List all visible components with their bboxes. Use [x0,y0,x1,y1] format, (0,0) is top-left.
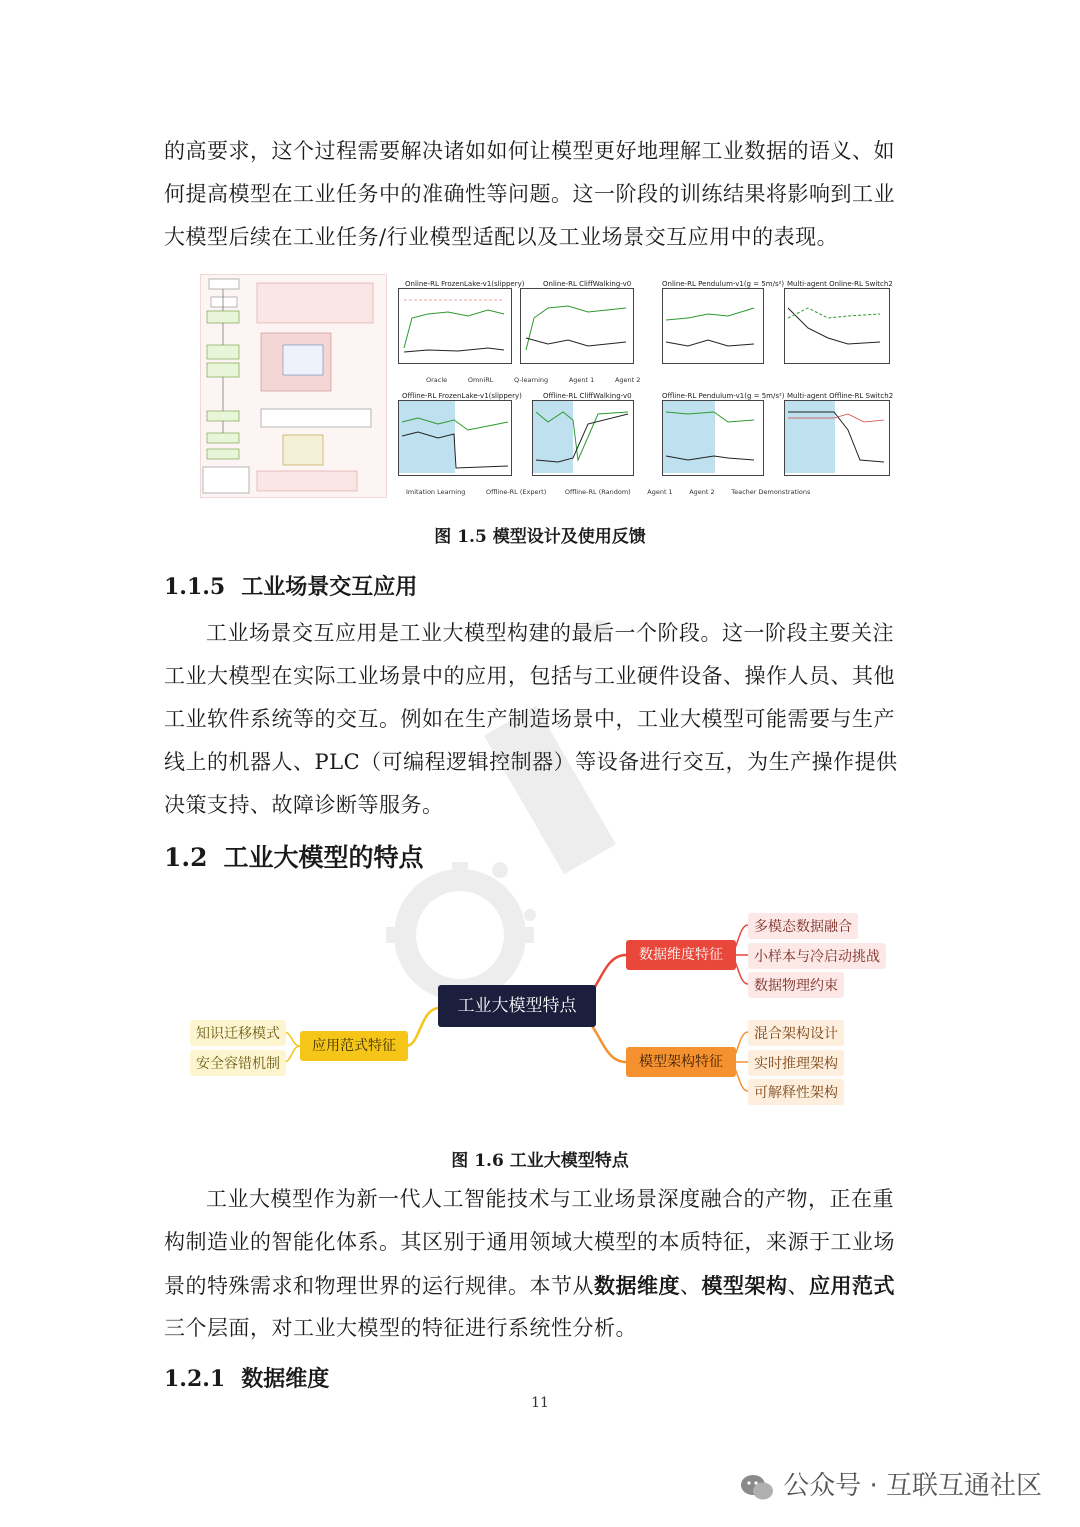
mindmap-leaf-explainable: 可解释性架构 [748,1079,844,1105]
plot-title-offline-pendulum: Offline-RL Pendulum-v1(g = 5m/s²) [662,392,785,400]
legend-offline-expert: Offline-RL (Expert) [486,488,547,496]
section-1-2-number: 1.2 [164,843,208,872]
s12-line-3-pre: 景的特殊需求和物理世界的运行规律。本节从 [164,1274,594,1298]
bold-application-paradigm: 应用范式 [809,1273,895,1298]
legend-omnirl: OmniRL [467,376,494,384]
section-1-2-heading [164,838,424,874]
architecture-diagram [200,274,387,498]
intro-line-2: 何提高模型在工业任务中的准确性等问题。这一阶段的训练结果将影响到工业 [164,182,895,206]
s115-line-5: 决策支持、故障诊断等服务。 [164,793,444,817]
legend-agent2-b: Agent 2 [689,488,715,496]
bold-data-dimension: 数据维度 [594,1273,680,1298]
s12-line-4: 三个层面，对工业大模型的特征进行系统性分析。 [164,1316,637,1340]
figure-1-6-caption: 图 1.6 工业大模型特点 [451,1151,629,1171]
bottom-plots-curves [398,400,888,474]
section-1-2-1-number: 1.2.1 [164,1366,226,1392]
mindmap-leaf-multimodal: 多模态数据融合 [748,913,858,939]
section-1-2-1-title: 数据维度 [241,1366,330,1392]
intro-line-1: 的高要求，这个过程需要解决诸如如何让模型更好地理解工业数据的语义、如 [164,139,895,163]
s12-line-2: 构制造业的智能化体系。其区别于通用领域大模型的本质特征，来源于工业场 [164,1230,895,1254]
s12-line-1: 工业大模型作为新一代人工智能技术与工业场景深度融合的产物，正在重 [206,1187,894,1211]
architecture-diagram-drawing [201,275,386,497]
legend-agent1-b: Agent 1 [647,488,673,496]
mindmap-root: 工业大模型特点 [438,985,596,1027]
legend-agent1: Agent 1 [568,376,595,384]
legend-qlearning: Q-learning [514,376,549,384]
bold-model-architecture: 模型架构 [701,1273,788,1298]
s115-line-4: 线上的机器人、PLC（可编程逻辑控制器）等设备进行交互，为生产操作提供 [164,750,898,774]
section-1-2-title: 工业大模型的特点 [223,843,424,872]
legend-offline-random: Offline-RL (Random) [564,488,631,496]
section-1-1-5-number: 1.1.5 [164,574,226,600]
mindmap-leaf-few-shot: 小样本与冷启动挑战 [748,943,886,969]
wechat-footer [739,1465,1042,1502]
legend-imitation: Imitation Learning [406,488,466,496]
intro-line-3: 大模型后续在工业任务/行业模型适配以及工业场景交互应用中的表现。 [164,225,839,249]
mindmap-leaf-fault-tolerance: 安全容错机制 [190,1050,286,1076]
plot-title-offline-switch2: Multi-agent Offline-RL Switch2 [787,392,894,400]
plot-title-offline-cliffwalking: Offline-RL CliffWalking-v0 [543,392,632,400]
section-1-1-5-heading [164,570,417,601]
plot-title-offline-frozenlake: Offline-RL FrozenLake-v1(slippery) [402,392,522,400]
plot-title-online-cliffwalking: Online-RL CliffWalking-v0 [543,280,632,288]
page-number: 11 [531,1395,549,1411]
s115-line-3: 工业软件系统等的交互。例如在生产制造场景中，工业大模型可能需要与生产 [164,707,895,731]
wechat-icon [739,1472,775,1502]
s12-line-3 [164,1264,916,1307]
s115-line-1: 工业场景交互应用是工业大模型构建的最后一个阶段。这一阶段主要关注 [206,621,894,645]
mindmap-application-paradigm: 应用范式特征 [300,1031,408,1061]
section-1-2-paragraph [164,1178,916,1350]
legend-top [426,376,640,384]
mindmap-leaf-realtime: 实时推理架构 [748,1050,844,1076]
plot-title-online-frozenlake: Online-RL FrozenLake-v1(slippery) [405,280,525,288]
legend-teacher: Teacher Demonstrations [731,488,811,496]
section-1-1-5-paragraph [164,612,916,827]
section-1-2-1-heading [164,1362,329,1393]
legend-bottom [406,488,810,496]
s12-sep-2: 、 [787,1274,809,1298]
mindmap-data-dimension: 数据维度特征 [626,940,736,970]
legend-agent2: Agent 2 [614,376,641,384]
legend-oracle: Oracle [426,376,448,384]
plot-title-online-pendulum: Online-RL Pendulum-v1(g = 5m/s²) [662,280,785,288]
section-1-1-5-title: 工业场景交互应用 [241,574,418,600]
mindmap-leaf-knowledge-transfer: 知识迁移模式 [190,1020,286,1046]
s12-sep-1: 、 [680,1274,702,1298]
mindmap-model-architecture: 模型架构特征 [626,1047,736,1077]
mindmap-leaf-hybrid: 混合架构设计 [748,1020,844,1046]
figure-1-5-caption: 图 1.5 模型设计及使用反馈 [434,527,646,547]
mindmap-leaf-physics: 数据物理约束 [748,972,844,998]
intro-paragraph [164,130,916,259]
figure-1-5 [200,272,894,500]
top-plots-curves [398,288,888,362]
plot-title-online-switch2: Multi-agent Online-RL Switch2 [787,280,893,288]
wechat-account-name: 公众号 · 互联互通社区 [783,1471,1042,1501]
s115-line-2: 工业大模型在实际工业场景中的应用，包括与工业硬件设备、操作人员、其他 [164,664,895,688]
